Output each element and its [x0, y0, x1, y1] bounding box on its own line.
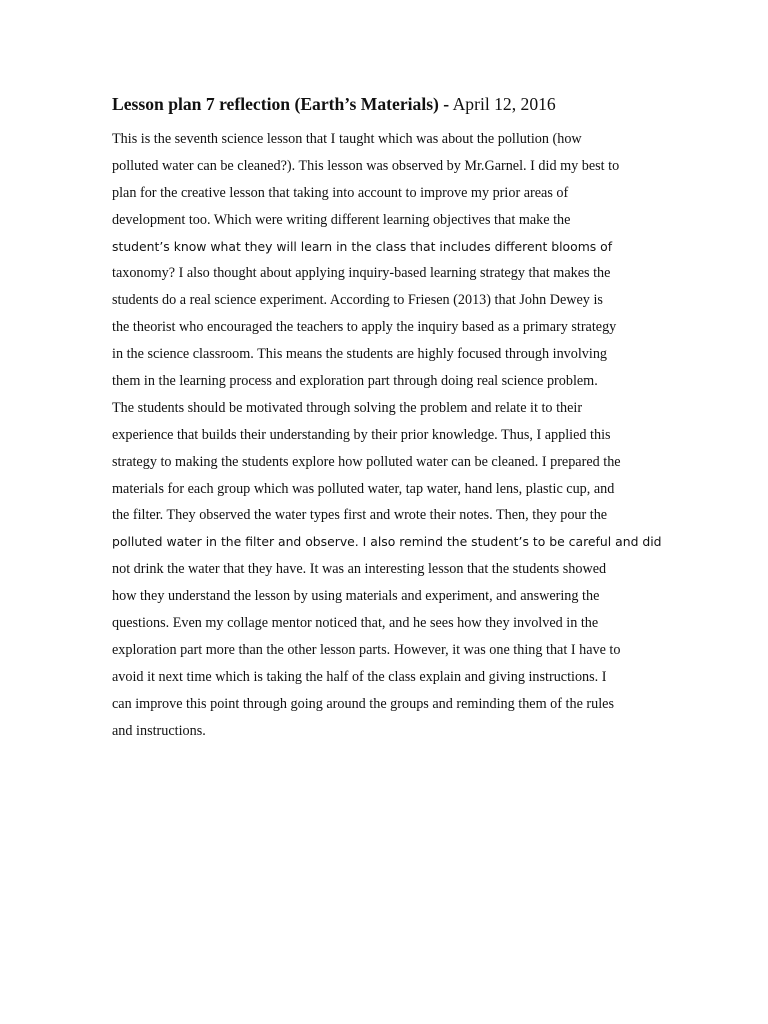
body-line-22: can improve this point through going around the groups and reminding them of the rules [112, 695, 614, 712]
reflection-body [112, 126, 672, 744]
title-date: April 12, 2016 [449, 94, 556, 114]
body-line-6: taxonomy? I also thought about applying inquiry-based learning strategy that makes the [112, 265, 611, 282]
body-line-15: the filter. They observed the water types first and wrote their notes. Then, they pour the [112, 507, 608, 524]
body-line-12: experience that builds their understanding by their prior knowledge. Thus, I applied this [112, 426, 611, 443]
body-line-5: student’s know what they will learn in the class that includes different blooms of [112, 238, 613, 254]
body-line-23: and instructions. [112, 722, 206, 739]
body-line-4: development too. Which were writing different learning objectives that make the [112, 211, 571, 228]
body-line-18: how they understand the lesson by using materials and experiment, and answering the [112, 588, 600, 605]
body-line-21: avoid it next time which is taking the half of the class explain and giving instructions. I [112, 668, 607, 685]
title-text: Lesson plan 7 reflection (Earth’s Materials) - [112, 94, 450, 114]
body-line-20: exploration part more than the other lesson parts. However, it was one thing that I have to [112, 641, 621, 658]
body-line-10: them in the learning process and exploration part through doing real science problem. [112, 373, 598, 390]
body-line-3: plan for the creative lesson that taking into account to improve my prior areas of [112, 184, 569, 201]
body-line-7: students do a real science experiment. According to Friesen (2013) that John Dewey is [112, 292, 603, 309]
body-line-17: not drink the water that they have. It was an interesting lesson that the students showed [112, 561, 607, 578]
body-line-9: in the science classroom. This means the students are highly focused through involving [112, 346, 608, 363]
page-title [112, 92, 712, 116]
body-line-13: strategy to making the students explore how polluted water can be cleaned. I prepared the [112, 453, 621, 470]
body-line-19: questions. Even my collage mentor noticed that, and he sees how they involved in the [112, 615, 599, 632]
body-line-16: polluted water in the filter and observe. I also remind the student’s to be careful and did [112, 534, 662, 550]
body-line-14: materials for each group which was polluted water, tap water, hand lens, plastic cup, and [112, 480, 615, 497]
body-line-2: polluted water can be cleaned?). This lesson was observed by Mr.Garnel. I did my best to [112, 157, 620, 174]
body-line-11: The students should be motivated through solving the problem and relate it to their [112, 399, 583, 416]
body-line-8: the theorist who encouraged the teachers to apply the inquiry based as a primary strategy [112, 319, 617, 336]
body-line-1: This is the seventh science lesson that I taught which was about the pollution (how [112, 131, 582, 147]
